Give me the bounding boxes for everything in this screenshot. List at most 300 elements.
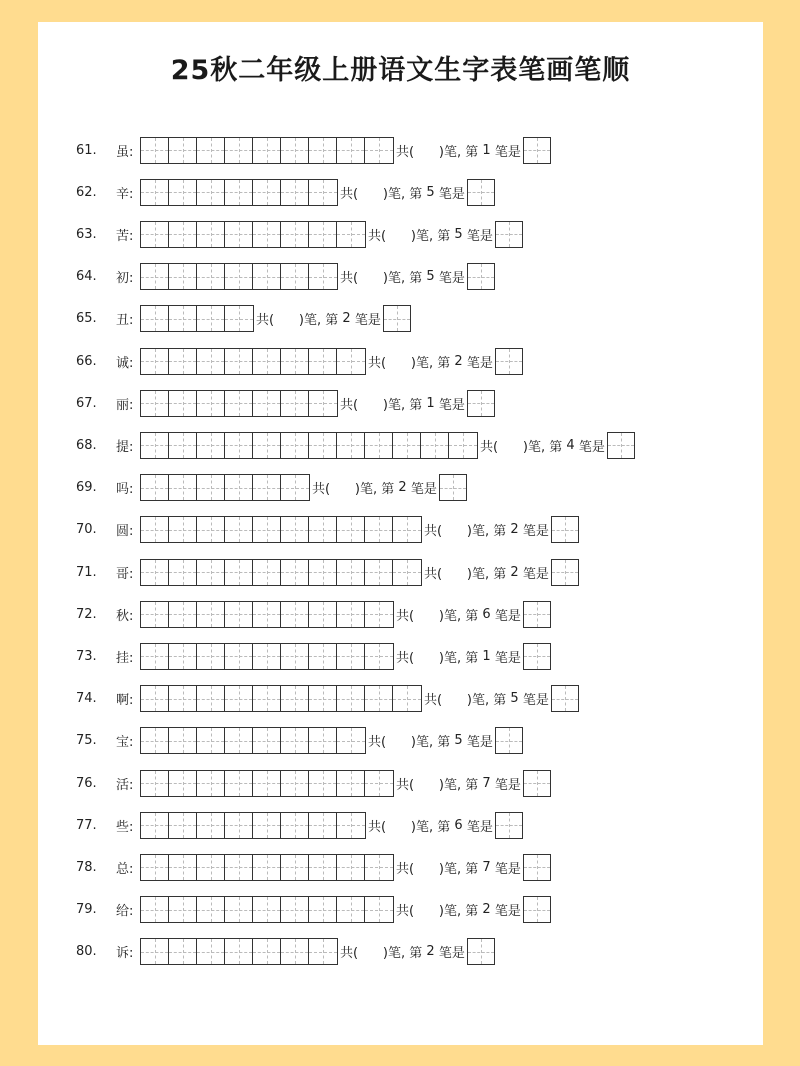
- writing-cell[interactable]: [365, 138, 393, 163]
- stroke-order-grid[interactable]: [140, 812, 366, 839]
- exercise-row: [76, 810, 523, 840]
- writing-cell[interactable]: [281, 771, 309, 796]
- stroke-question: [396, 141, 521, 160]
- target-character: 苦:: [116, 228, 134, 244]
- writing-cell[interactable]: [225, 644, 253, 669]
- answer-box[interactable]: [523, 896, 551, 923]
- writing-cell[interactable]: [141, 644, 169, 669]
- writing-cell[interactable]: [253, 180, 281, 205]
- writing-cell[interactable]: [197, 222, 225, 247]
- writing-cell[interactable]: [253, 391, 281, 416]
- stroke-index: 6: [454, 817, 463, 833]
- writing-cell[interactable]: [253, 813, 281, 838]
- row-number: 71.: [76, 564, 97, 580]
- writing-cell[interactable]: [197, 644, 225, 669]
- writing-cell[interactable]: [281, 264, 309, 289]
- writing-cell[interactable]: [309, 391, 337, 416]
- writing-cell[interactable]: [253, 939, 281, 964]
- answer-box[interactable]: [495, 348, 523, 375]
- writing-cell[interactable]: [309, 771, 337, 796]
- writing-cell[interactable]: [309, 644, 337, 669]
- stroke-is-label: 笔是: [354, 313, 381, 329]
- writing-cell[interactable]: [169, 939, 197, 964]
- writing-cell[interactable]: [337, 222, 365, 247]
- ordinal-label: 第: [437, 228, 451, 244]
- total-strokes-blank[interactable]: [386, 818, 411, 833]
- writing-cell[interactable]: [337, 771, 365, 796]
- writing-cell[interactable]: [141, 813, 169, 838]
- total-strokes-blank[interactable]: [414, 649, 439, 664]
- page-title: 25秋二年级上册语文生字表笔画笔顺: [170, 55, 631, 86]
- stroke-order-grid[interactable]: [140, 896, 394, 923]
- writing-cell[interactable]: [169, 771, 197, 796]
- writing-cell[interactable]: [365, 602, 393, 627]
- stroke-is-label: 笔是: [466, 735, 493, 751]
- answer-box[interactable]: [607, 432, 635, 459]
- writing-cell[interactable]: [225, 939, 253, 964]
- writing-cell[interactable]: [197, 517, 225, 542]
- writing-cell[interactable]: [197, 391, 225, 416]
- writing-cell[interactable]: [225, 349, 253, 374]
- writing-cell[interactable]: [253, 686, 281, 711]
- writing-cell[interactable]: [169, 391, 197, 416]
- stroke-is-label: 笔是: [522, 693, 549, 709]
- strokes-unit-label: )笔,: [410, 228, 434, 244]
- writing-cell[interactable]: [365, 517, 393, 542]
- writing-cell[interactable]: [169, 813, 197, 838]
- strokes-unit-label: )笔,: [410, 819, 434, 835]
- target-character: 哥:: [116, 566, 134, 582]
- writing-cell[interactable]: [281, 602, 309, 627]
- writing-cell[interactable]: [225, 728, 253, 753]
- writing-cell[interactable]: [169, 897, 197, 922]
- writing-cell[interactable]: [169, 349, 197, 374]
- answer-box[interactable]: [551, 685, 579, 712]
- exercise-row: [76, 219, 523, 249]
- stroke-is-label: 笔是: [494, 904, 521, 920]
- writing-cell[interactable]: [225, 897, 253, 922]
- writing-cell[interactable]: [337, 728, 365, 753]
- total-strokes-blank[interactable]: [386, 354, 411, 369]
- stroke-order-grid[interactable]: [140, 770, 394, 797]
- writing-cell[interactable]: [197, 602, 225, 627]
- writing-cell[interactable]: [141, 180, 169, 205]
- writing-cell[interactable]: [337, 602, 365, 627]
- writing-cell[interactable]: [197, 433, 225, 458]
- writing-cell[interactable]: [169, 855, 197, 880]
- writing-cell[interactable]: [197, 138, 225, 163]
- writing-cell[interactable]: [281, 475, 309, 500]
- stroke-index: 2: [510, 564, 519, 580]
- total-strokes-blank[interactable]: [330, 480, 355, 495]
- target-character: 总:: [116, 861, 134, 877]
- writing-cell[interactable]: [253, 728, 281, 753]
- writing-cell[interactable]: [169, 306, 197, 331]
- writing-cell[interactable]: [169, 264, 197, 289]
- writing-cell[interactable]: [225, 517, 253, 542]
- writing-cell[interactable]: [281, 560, 309, 585]
- writing-cell[interactable]: [281, 686, 309, 711]
- writing-cell[interactable]: [197, 855, 225, 880]
- writing-cell[interactable]: [281, 180, 309, 205]
- writing-cell[interactable]: [365, 686, 393, 711]
- writing-cell[interactable]: [309, 897, 337, 922]
- stroke-order-grid[interactable]: [140, 474, 310, 501]
- writing-cell[interactable]: [253, 264, 281, 289]
- total-strokes-blank[interactable]: [358, 269, 383, 284]
- writing-cell[interactable]: [393, 560, 421, 585]
- ordinal-label: 第: [409, 397, 423, 413]
- writing-cell[interactable]: [337, 138, 365, 163]
- writing-cell[interactable]: [197, 475, 225, 500]
- total-strokes-label: 共(: [340, 397, 359, 413]
- ordinal-label: 第: [437, 819, 451, 835]
- row-number: 72.: [76, 606, 97, 622]
- writing-cell[interactable]: [281, 939, 309, 964]
- writing-cell[interactable]: [169, 433, 197, 458]
- stroke-order-grid[interactable]: [140, 221, 366, 248]
- stroke-order-grid[interactable]: [140, 854, 394, 881]
- writing-cell[interactable]: [141, 686, 169, 711]
- writing-cell[interactable]: [253, 771, 281, 796]
- total-strokes-blank[interactable]: [414, 776, 439, 791]
- answer-box[interactable]: [383, 305, 411, 332]
- writing-cell[interactable]: [141, 728, 169, 753]
- writing-cell[interactable]: [253, 897, 281, 922]
- writing-cell[interactable]: [141, 939, 169, 964]
- writing-cell[interactable]: [225, 771, 253, 796]
- writing-cell[interactable]: [141, 897, 169, 922]
- stroke-question: [368, 225, 493, 244]
- writing-cell[interactable]: [225, 560, 253, 585]
- writing-cell[interactable]: [337, 433, 365, 458]
- stroke-order-grid[interactable]: [140, 938, 338, 965]
- ordinal-label: 第: [465, 650, 479, 666]
- strokes-unit-label: )笔,: [438, 777, 462, 793]
- stroke-is-label: 笔是: [494, 608, 521, 624]
- total-strokes-blank[interactable]: [442, 522, 467, 537]
- writing-cell[interactable]: [253, 517, 281, 542]
- writing-cell[interactable]: [225, 602, 253, 627]
- writing-cell[interactable]: [309, 517, 337, 542]
- writing-cell[interactable]: [365, 433, 393, 458]
- answer-box[interactable]: [523, 770, 551, 797]
- answer-box[interactable]: [495, 221, 523, 248]
- writing-cell[interactable]: [281, 222, 309, 247]
- answer-box[interactable]: [523, 643, 551, 670]
- answer-box[interactable]: [523, 854, 551, 881]
- strokes-unit-label: )笔,: [466, 693, 490, 709]
- stroke-order-grid[interactable]: [140, 179, 338, 206]
- stroke-index: 6: [482, 606, 491, 622]
- writing-cell[interactable]: [449, 433, 477, 458]
- writing-cell[interactable]: [225, 686, 253, 711]
- total-strokes-blank[interactable]: [414, 902, 439, 917]
- writing-cell[interactable]: [141, 475, 169, 500]
- writing-cell[interactable]: [337, 897, 365, 922]
- writing-cell[interactable]: [309, 813, 337, 838]
- writing-cell[interactable]: [225, 180, 253, 205]
- writing-cell[interactable]: [225, 306, 253, 331]
- writing-cell[interactable]: [197, 264, 225, 289]
- writing-cell[interactable]: [169, 686, 197, 711]
- target-character: 吗:: [116, 482, 134, 498]
- writing-cell[interactable]: [169, 517, 197, 542]
- strokes-unit-label: )笔,: [382, 946, 406, 962]
- writing-cell[interactable]: [281, 349, 309, 374]
- total-strokes-label: 共(: [424, 566, 443, 582]
- writing-cell[interactable]: [141, 560, 169, 585]
- writing-cell[interactable]: [281, 391, 309, 416]
- writing-cell[interactable]: [169, 560, 197, 585]
- total-strokes-blank[interactable]: [358, 185, 383, 200]
- writing-cell[interactable]: [169, 180, 197, 205]
- writing-cell[interactable]: [365, 855, 393, 880]
- writing-cell[interactable]: [253, 475, 281, 500]
- writing-cell[interactable]: [141, 306, 169, 331]
- stroke-order-grid[interactable]: [140, 727, 366, 754]
- ordinal-label: 第: [465, 904, 479, 920]
- answer-box[interactable]: [495, 812, 523, 839]
- writing-cell[interactable]: [141, 433, 169, 458]
- writing-cell[interactable]: [141, 138, 169, 163]
- writing-cell[interactable]: [365, 771, 393, 796]
- answer-box[interactable]: [495, 727, 523, 754]
- writing-cell[interactable]: [281, 813, 309, 838]
- stroke-question: [256, 309, 381, 328]
- total-strokes-label: 共(: [340, 271, 359, 287]
- writing-cell[interactable]: [197, 728, 225, 753]
- writing-cell[interactable]: [197, 349, 225, 374]
- writing-cell[interactable]: [225, 855, 253, 880]
- ordinal-label: 第: [409, 186, 423, 202]
- total-strokes-blank[interactable]: [358, 396, 383, 411]
- total-strokes-label: 共(: [368, 819, 387, 835]
- strokes-unit-label: )笔,: [382, 186, 406, 202]
- writing-cell[interactable]: [365, 644, 393, 669]
- exercise-row: [76, 599, 551, 629]
- stroke-order-grid[interactable]: [140, 348, 366, 375]
- writing-cell[interactable]: [141, 771, 169, 796]
- writing-cell[interactable]: [253, 855, 281, 880]
- writing-cell[interactable]: [281, 138, 309, 163]
- total-strokes-label: 共(: [396, 144, 415, 160]
- stroke-order-grid[interactable]: [140, 516, 422, 543]
- writing-cell[interactable]: [141, 222, 169, 247]
- writing-cell[interactable]: [281, 517, 309, 542]
- target-character: 初:: [116, 271, 134, 287]
- stroke-order-grid[interactable]: [140, 305, 254, 332]
- answer-box[interactable]: [439, 474, 467, 501]
- writing-cell[interactable]: [225, 391, 253, 416]
- writing-cell[interactable]: [141, 602, 169, 627]
- writing-cell[interactable]: [281, 897, 309, 922]
- ordinal-label: 第: [437, 355, 451, 371]
- writing-cell[interactable]: [337, 686, 365, 711]
- target-character: 辛:: [116, 186, 134, 202]
- answer-box[interactable]: [467, 263, 495, 290]
- writing-cell[interactable]: [309, 728, 337, 753]
- answer-box[interactable]: [467, 938, 495, 965]
- writing-cell[interactable]: [141, 517, 169, 542]
- writing-cell[interactable]: [169, 138, 197, 163]
- writing-cell[interactable]: [169, 602, 197, 627]
- writing-cell[interactable]: [309, 433, 337, 458]
- writing-cell[interactable]: [393, 433, 421, 458]
- writing-cell[interactable]: [253, 644, 281, 669]
- stroke-is-label: 笔是: [466, 819, 493, 835]
- ordinal-label: 第: [409, 946, 423, 962]
- total-strokes-blank[interactable]: [414, 860, 439, 875]
- writing-cell[interactable]: [337, 560, 365, 585]
- writing-cell[interactable]: [309, 264, 337, 289]
- exercise-row: [76, 557, 579, 587]
- writing-cell[interactable]: [197, 897, 225, 922]
- strokes-unit-label: )笔,: [466, 524, 490, 540]
- total-strokes-blank[interactable]: [414, 143, 439, 158]
- writing-cell[interactable]: [309, 686, 337, 711]
- total-strokes-blank[interactable]: [414, 607, 439, 622]
- exercise-row: [76, 430, 635, 460]
- stroke-index: 5: [510, 691, 519, 707]
- answer-box[interactable]: [523, 137, 551, 164]
- exercise-row: [76, 473, 467, 503]
- stroke-question: [424, 520, 549, 539]
- strokes-unit-label: )笔,: [438, 861, 462, 877]
- writing-cell[interactable]: [421, 433, 449, 458]
- strokes-unit-label: )笔,: [522, 439, 546, 455]
- exercise-row: [76, 768, 551, 798]
- target-character: 些:: [116, 819, 134, 835]
- writing-cell[interactable]: [197, 306, 225, 331]
- writing-cell[interactable]: [169, 644, 197, 669]
- row-number: 64.: [76, 269, 97, 285]
- total-strokes-blank[interactable]: [386, 227, 411, 242]
- answer-box[interactable]: [467, 179, 495, 206]
- stroke-order-grid[interactable]: [140, 432, 478, 459]
- writing-cell[interactable]: [141, 264, 169, 289]
- answer-box[interactable]: [467, 390, 495, 417]
- writing-cell[interactable]: [197, 813, 225, 838]
- writing-cell[interactable]: [393, 686, 421, 711]
- stroke-order-grid[interactable]: [140, 390, 338, 417]
- writing-cell[interactable]: [197, 180, 225, 205]
- exercise-row: [76, 262, 495, 292]
- stroke-order-grid[interactable]: [140, 685, 422, 712]
- writing-cell[interactable]: [225, 813, 253, 838]
- answer-box[interactable]: [523, 601, 551, 628]
- total-strokes-label: 共(: [340, 946, 359, 962]
- stroke-index: 2: [454, 353, 463, 369]
- writing-cell[interactable]: [225, 138, 253, 163]
- answer-box[interactable]: [551, 559, 579, 586]
- writing-cell[interactable]: [337, 855, 365, 880]
- writing-cell[interactable]: [169, 222, 197, 247]
- writing-cell[interactable]: [169, 475, 197, 500]
- writing-cell[interactable]: [281, 855, 309, 880]
- stroke-question: [480, 436, 605, 455]
- stroke-order-grid[interactable]: [140, 601, 394, 628]
- stroke-index: 1: [426, 395, 435, 411]
- total-strokes-blank[interactable]: [358, 944, 383, 959]
- stroke-order-grid[interactable]: [140, 263, 338, 290]
- writing-cell[interactable]: [253, 602, 281, 627]
- stroke-order-grid[interactable]: [140, 137, 394, 164]
- stroke-question: [340, 394, 465, 413]
- writing-cell[interactable]: [141, 855, 169, 880]
- strokes-unit-label: )笔,: [298, 313, 322, 329]
- writing-cell[interactable]: [309, 855, 337, 880]
- writing-cell[interactable]: [281, 728, 309, 753]
- writing-cell[interactable]: [309, 602, 337, 627]
- stroke-is-label: 笔是: [494, 861, 521, 877]
- writing-cell[interactable]: [309, 138, 337, 163]
- ordinal-label: 第: [437, 735, 451, 751]
- writing-cell[interactable]: [197, 771, 225, 796]
- stroke-question: [396, 647, 521, 666]
- total-strokes-blank[interactable]: [274, 311, 299, 326]
- writing-cell[interactable]: [365, 560, 393, 585]
- writing-cell[interactable]: [197, 939, 225, 964]
- writing-cell[interactable]: [393, 517, 421, 542]
- row-number: 76.: [76, 775, 97, 791]
- writing-cell[interactable]: [253, 560, 281, 585]
- writing-cell[interactable]: [225, 222, 253, 247]
- writing-cell[interactable]: [337, 349, 365, 374]
- ordinal-label: 第: [493, 566, 507, 582]
- total-strokes-blank[interactable]: [498, 438, 523, 453]
- writing-cell[interactable]: [309, 349, 337, 374]
- writing-cell[interactable]: [309, 560, 337, 585]
- stroke-order-grid[interactable]: [140, 643, 394, 670]
- writing-cell[interactable]: [141, 391, 169, 416]
- writing-cell[interactable]: [365, 897, 393, 922]
- writing-cell[interactable]: [253, 138, 281, 163]
- stroke-question: [368, 816, 493, 835]
- writing-cell[interactable]: [225, 433, 253, 458]
- writing-cell[interactable]: [169, 728, 197, 753]
- stroke-is-label: 笔是: [410, 482, 437, 498]
- writing-cell[interactable]: [253, 433, 281, 458]
- writing-cell[interactable]: [281, 644, 309, 669]
- writing-cell[interactable]: [197, 560, 225, 585]
- writing-cell[interactable]: [309, 939, 337, 964]
- writing-cell[interactable]: [225, 264, 253, 289]
- writing-cell[interactable]: [309, 222, 337, 247]
- answer-box[interactable]: [551, 516, 579, 543]
- writing-cell[interactable]: [253, 349, 281, 374]
- exercise-row: [76, 852, 551, 882]
- strokes-unit-label: )笔,: [438, 608, 462, 624]
- total-strokes-blank[interactable]: [386, 733, 411, 748]
- total-strokes-blank[interactable]: [442, 565, 467, 580]
- stroke-order-grid[interactable]: [140, 559, 422, 586]
- total-strokes-label: 共(: [396, 777, 415, 793]
- total-strokes-label: 共(: [368, 355, 387, 371]
- writing-cell[interactable]: [281, 433, 309, 458]
- writing-cell[interactable]: [253, 222, 281, 247]
- writing-cell[interactable]: [337, 644, 365, 669]
- writing-cell[interactable]: [337, 813, 365, 838]
- writing-cell[interactable]: [225, 475, 253, 500]
- row-number: 73.: [76, 648, 97, 664]
- writing-cell[interactable]: [197, 686, 225, 711]
- writing-cell[interactable]: [337, 517, 365, 542]
- writing-cell[interactable]: [141, 349, 169, 374]
- ordinal-label: 第: [325, 313, 339, 329]
- total-strokes-blank[interactable]: [442, 691, 467, 706]
- writing-cell[interactable]: [309, 180, 337, 205]
